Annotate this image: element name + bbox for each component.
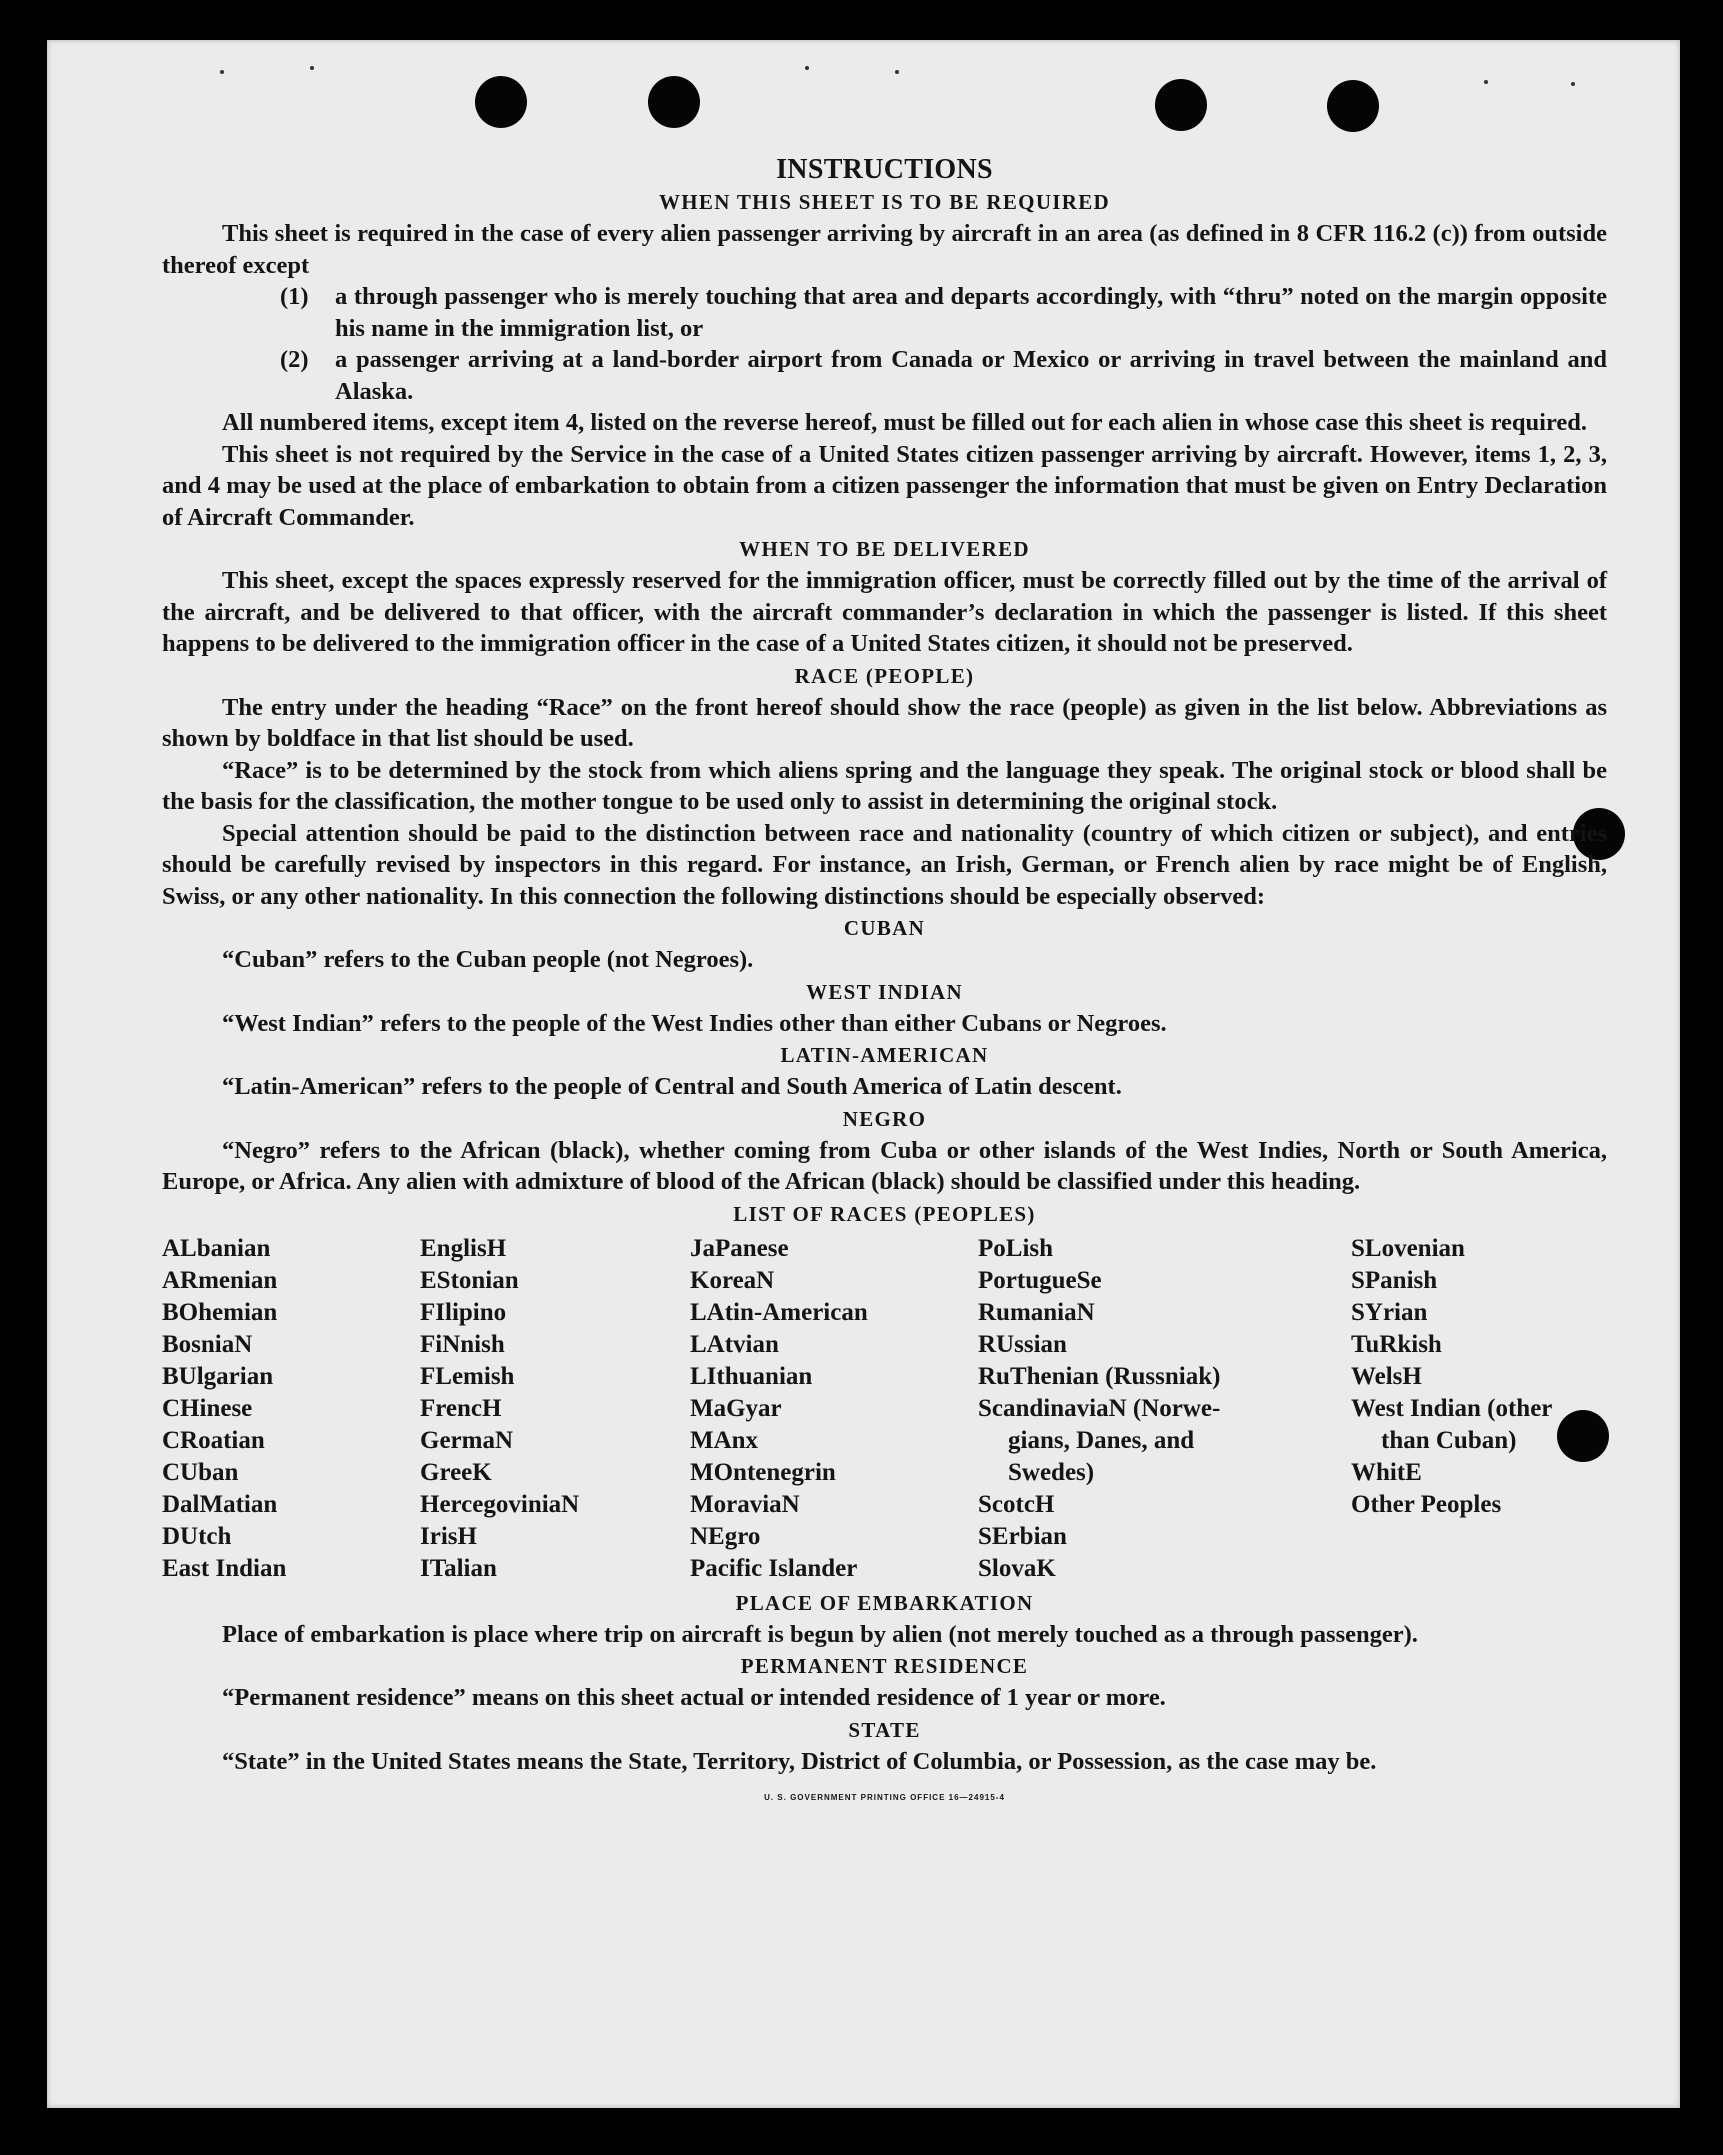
- item-text: a passenger arriving at a land-border airport from Canada or Mexico or arriving in travel between the mainland and Alaska.: [335, 346, 1607, 405]
- race-entry: MOntenegrin: [690, 1458, 836, 1486]
- section-heading-race: RACE (PEOPLE): [794, 663, 975, 688]
- item-number: (2): [280, 346, 309, 373]
- section-heading-when-required: WHEN THIS SHEET IS TO BE REQUIRED: [658, 190, 1110, 214]
- race-entry: MaGyar: [690, 1394, 782, 1422]
- race-entry: ITalian: [420, 1554, 497, 1582]
- race-entry: MoraviaN: [690, 1490, 800, 1518]
- races-column: [978, 1233, 1351, 1585]
- speck: [1484, 80, 1488, 84]
- race-entry: HercegoviniaN: [420, 1490, 580, 1518]
- race-entry: WhitE: [1351, 1458, 1422, 1486]
- west-indian-text: “West Indian” refers to the people of the West Indies other than either Cubans or Negroes.: [222, 1009, 1167, 1037]
- speck: [805, 66, 809, 70]
- race-paragraph: The entry under the heading “Race” on the front hereof should show the race (people) as given in the list below. Abbreviations as shown by boldface in that list should be used.: [162, 693, 1607, 752]
- latin-american-text: “Latin-American” refers to the people of Central and South America of Latin descent.: [222, 1073, 1122, 1100]
- race-entry: East Indian: [162, 1554, 287, 1582]
- race-entry: WelsH: [1351, 1362, 1422, 1390]
- race-entry: EnglisH: [420, 1234, 507, 1262]
- exception-item: [162, 344, 1607, 407]
- when-required-paragraph: All numbered items, except item 4, listed on the reverse hereof, must be filled out for each alien in whose case this sheet is required.: [222, 409, 1588, 436]
- race-entry: ALbanian: [162, 1234, 271, 1262]
- race-entry: Pacific Islander: [690, 1554, 858, 1582]
- race-entry: than Cuban): [1381, 1426, 1517, 1454]
- item-text: a through passenger who is merely touching that area and departs accordingly, with “thru” noted on the margin opposite his name in the immigration list, or: [335, 283, 1607, 342]
- race-entry: Swedes): [1008, 1458, 1095, 1486]
- race-entry: JaPanese: [690, 1234, 789, 1262]
- races-column: [420, 1233, 690, 1585]
- when-required-paragraph: This sheet is not required by the Service in the case of a United States citizen passenger arriving by aircraft. However, items 1, 2, 3, and 4 may be used at the place of embarkation to obtain from a citizen passenger the information that must be given on Entry Declaration of Aircraft Commander.: [162, 440, 1607, 531]
- race-paragraph: “Race” is to be determined by the stock from which aliens spring and the language they speak. The original stock or blood shall be the basis for the classification, the mother tongue to be used only to assist in determining the original stock.: [162, 756, 1607, 815]
- race-entry: ScotcH: [978, 1490, 1055, 1518]
- embarkation-text: Place of embarkation is place where trip on aircraft is begun by alien (not merely touched as a through passenger).: [222, 1620, 1418, 1648]
- race-entry: EStonian: [420, 1266, 519, 1294]
- instructions-body: [162, 146, 1607, 1802]
- race-entry: ARmenian: [162, 1266, 278, 1294]
- race-entry: FIlipino: [420, 1298, 507, 1326]
- race-entry: BUlgarian: [162, 1362, 274, 1390]
- punch-hole: [648, 76, 700, 128]
- race-entry: LIthuanian: [690, 1362, 813, 1390]
- residence-text: “Permanent residence” means on this sheet actual or intended residence of 1 year or more.: [222, 1684, 1166, 1711]
- race-entry: DUtch: [162, 1522, 232, 1550]
- section-heading-when-delivered: WHEN TO BE DELIVERED: [739, 537, 1030, 561]
- speck: [220, 70, 224, 74]
- race-entry: GreeK: [420, 1458, 492, 1486]
- races-column: [690, 1233, 978, 1585]
- race-entry: FLemish: [420, 1362, 515, 1390]
- item-number: (1): [280, 283, 309, 310]
- race-entry: BOhemian: [162, 1298, 278, 1326]
- race-entry: West Indian (other: [1351, 1394, 1553, 1422]
- race-entry: MAnx: [690, 1426, 759, 1454]
- race-entry: DalMatian: [162, 1490, 278, 1518]
- race-paragraph: Special attention should be paid to the distinction between race and nationality (country of which citizen or subject), and entries should be carefully revised by inspectors in this regard. For instance, an Irish, German, or French alien by race might be of English, Swiss, or any other nationality. In this connection the following distinctions should be especially observed:: [162, 819, 1607, 910]
- race-entry: RumaniaN: [978, 1298, 1095, 1326]
- punch-hole: [1327, 80, 1379, 132]
- race-entry: TuRkish: [1351, 1330, 1442, 1358]
- race-entry: IrisH: [420, 1522, 477, 1550]
- race-entry: SlovaK: [978, 1554, 1056, 1582]
- section-heading-list-of-races: LIST OF RACES (PEOPLES): [733, 1201, 1036, 1226]
- section-heading-cuban: CUBAN: [843, 916, 926, 940]
- section-heading-embarkation: PLACE OF EMBARKATION: [735, 1590, 1034, 1615]
- race-entry: PoLish: [978, 1234, 1054, 1262]
- race-entry: gians, Danes, and: [1008, 1426, 1195, 1454]
- section-heading-negro: NEGRO: [842, 1106, 927, 1131]
- section-heading-latin-american: LATIN-AMERICAN: [780, 1043, 989, 1067]
- race-entry: ScandinaviaN (Norwe-: [978, 1394, 1221, 1422]
- races-column: [1351, 1233, 1607, 1585]
- punch-hole: [475, 76, 527, 128]
- race-entry: SYrian: [1351, 1298, 1428, 1326]
- speck: [895, 70, 899, 74]
- race-entry: RUssian: [978, 1330, 1067, 1358]
- race-entry: CUban: [162, 1458, 239, 1486]
- when-delivered-text: This sheet, except the spaces expressly reserved for the immigration officer, must be correctly filled out by the time of the arrival of the aircraft, and be delivered to that officer, with the aircraft commander’s declaration in which the passenger is listed. If this sheet happens to be delivered to the immigration officer in the case of a United States citizen, it should not be preserved.: [162, 567, 1607, 657]
- race-entry: SPanish: [1351, 1266, 1438, 1294]
- negro-text: “Negro” refers to the African (black), whether coming from Cuba or other islands of the West Indies, North or South America, Europe, or Africa. Any alien with admixture of blood of the African (black) should be classified under this heading.: [162, 1136, 1607, 1195]
- races-list: [162, 1233, 1607, 1585]
- race-entry: KoreaN: [690, 1266, 775, 1294]
- speck: [310, 66, 314, 70]
- race-entry: RuThenian (Russniak): [978, 1362, 1221, 1390]
- race-entry: NEgro: [690, 1522, 761, 1550]
- race-entry: FiNnish: [420, 1330, 505, 1358]
- exception-item: [162, 281, 1607, 344]
- race-entry: FrencH: [420, 1394, 502, 1422]
- section-heading-west-indian: WEST INDIAN: [806, 979, 963, 1004]
- race-entry: Other Peoples: [1351, 1490, 1502, 1518]
- document-title: INSTRUCTIONS: [776, 154, 993, 185]
- race-entry: PortugueSe: [978, 1266, 1102, 1294]
- race-entry: CHinese: [162, 1394, 253, 1422]
- races-column: [162, 1233, 420, 1585]
- race-entry: BosniaN: [162, 1330, 253, 1358]
- state-text: “State” in the United States means the State, Territory, District of Columbia, or Possession, as the case may be.: [222, 1747, 1377, 1775]
- section-heading-state: STATE: [848, 1717, 921, 1742]
- race-entry: GermaN: [420, 1426, 514, 1454]
- when-required-intro: This sheet is required in the case of every alien passenger arriving by aircraft in an area (as defined in 8 CFR 116.2 (c)) from outside thereof except: [162, 220, 1607, 279]
- cuban-text: “Cuban” refers to the Cuban people (not Negroes).: [222, 946, 754, 973]
- punch-hole: [1155, 79, 1207, 131]
- speck: [1571, 82, 1575, 86]
- race-entry: SLovenian: [1351, 1234, 1465, 1262]
- race-entry: LAtin-American: [690, 1298, 868, 1326]
- printing-office-imprint: U. S. GOVERNMENT PRINTING OFFICE 16—24915-4: [764, 1793, 1005, 1802]
- section-heading-residence: PERMANENT RESIDENCE: [740, 1654, 1029, 1678]
- race-entry: CRoatian: [162, 1426, 265, 1454]
- race-entry: LAtvian: [690, 1330, 779, 1358]
- race-entry: SErbian: [978, 1522, 1067, 1550]
